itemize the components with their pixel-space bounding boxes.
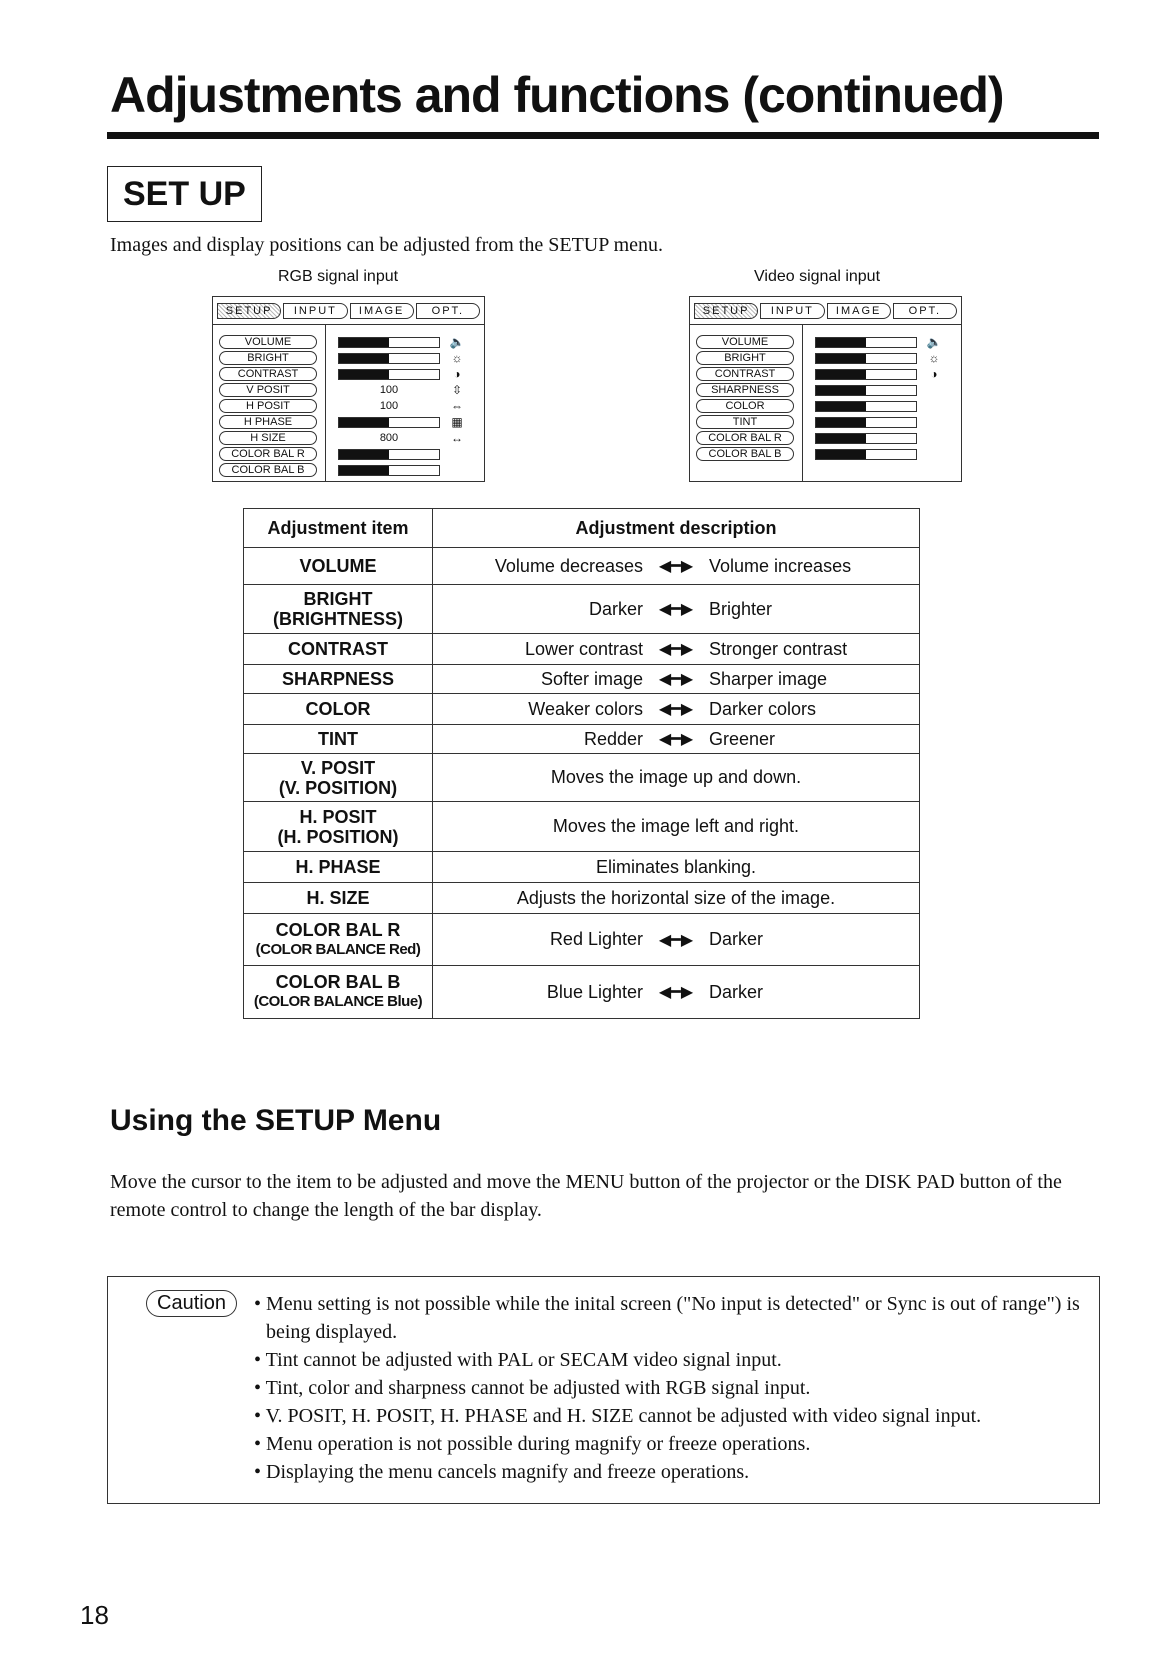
level-bar — [815, 351, 940, 365]
double-arrow-icon: ◀━▶ — [658, 984, 694, 1001]
caution-item: • Tint, color and sharpness cannot be adjusted with RGB signal input. — [250, 1374, 1090, 1402]
speaker-icon: 🔈 — [449, 335, 465, 349]
value-readout — [338, 431, 463, 445]
usage-heading: Using the SETUP Menu — [110, 1104, 442, 1137]
range-high-text: Darker colors — [709, 698, 817, 719]
level-bar-track — [815, 385, 917, 396]
column-header-item: Adjustment item — [244, 509, 433, 548]
video-signal-label: Video signal input — [754, 268, 881, 285]
range-low-text: Darker — [588, 598, 643, 619]
level-bar — [815, 399, 917, 413]
double-arrow-icon: ◀━▶ — [658, 641, 694, 658]
adjustment-item-fullname: (BRIGHTNESS) — [273, 609, 403, 629]
level-bar — [815, 431, 917, 445]
adjustment-description: Moves the image up and down. — [550, 767, 802, 787]
menu-item[interactable]: CONTRAST — [696, 367, 794, 381]
level-bar-fill — [816, 418, 866, 427]
value-number: 100 — [379, 384, 399, 396]
level-bar-track — [815, 353, 917, 364]
v-position-icon: ⇳ — [451, 383, 463, 397]
level-bar-track — [815, 417, 917, 428]
adjustment-item-name: COLOR BAL R — [275, 919, 401, 940]
sun-icon: ☼ — [928, 351, 940, 365]
range-high-text: Sharper image — [709, 668, 828, 689]
adjustment-item-cell — [244, 634, 433, 665]
level-bar — [338, 367, 461, 381]
adjustment-item-cell — [244, 852, 433, 883]
level-bar-track — [338, 369, 440, 380]
adjustment-table — [243, 508, 920, 1019]
range-low-text: Softer image — [540, 668, 643, 689]
adjustment-item-cell — [244, 585, 433, 634]
speaker-icon: 🔈 — [926, 335, 942, 349]
table-row — [244, 802, 920, 852]
menu-item[interactable]: SHARPNESS — [696, 383, 794, 397]
table-row — [244, 725, 920, 754]
level-bar-track — [338, 465, 440, 476]
adjustment-item-cell — [244, 548, 433, 585]
level-bar-track — [338, 353, 440, 364]
range-high-text: Brighter — [709, 598, 773, 619]
range-low-text: Blue Lighter — [546, 981, 643, 1002]
title-rule — [107, 132, 1099, 139]
value-number: 100 — [379, 400, 399, 412]
level-bar — [338, 463, 440, 477]
adjustment-description-cell — [433, 665, 920, 694]
level-bar-fill — [816, 354, 866, 363]
level-bar-fill — [816, 370, 866, 379]
level-bar-fill — [339, 418, 389, 427]
menu-item[interactable]: CONTRAST — [219, 367, 317, 381]
level-bar-track — [815, 401, 917, 412]
level-bar-fill — [339, 354, 389, 363]
level-bar-fill — [816, 338, 866, 347]
menu-item[interactable]: H SIZE — [219, 431, 317, 445]
menu-item[interactable]: COLOR — [696, 399, 794, 413]
level-bar — [815, 335, 942, 349]
level-bar-track — [338, 337, 440, 348]
level-bar-fill — [339, 370, 389, 379]
table-header-row — [244, 509, 920, 548]
range-low-text: Red Lighter — [549, 929, 643, 949]
range-high-text: Darker — [709, 981, 764, 1002]
menu-item[interactable]: VOLUME — [696, 335, 794, 349]
menu-item[interactable]: VOLUME — [219, 335, 317, 349]
adjustment-item-fullname: (V. POSITION) — [278, 777, 398, 798]
adjustment-item-name: COLOR BAL B — [275, 972, 401, 992]
menu-item[interactable]: TINT — [696, 415, 794, 429]
adjustment-item-cell — [244, 914, 433, 966]
table-row — [244, 883, 920, 914]
adjustment-description-cell — [433, 694, 920, 725]
adjustment-item-cell — [244, 883, 433, 914]
level-bar — [338, 351, 463, 365]
range-high-text: Stronger contrast — [709, 638, 848, 659]
contrast-icon: ◑ — [453, 367, 461, 381]
h-position-icon: ⇔ — [451, 399, 463, 413]
range-low-text: Weaker colors — [528, 698, 643, 719]
section-heading-box: SET UP — [107, 166, 262, 222]
adjustment-description-cell — [433, 966, 920, 1019]
range-low-text: Lower contrast — [524, 638, 643, 659]
double-arrow-icon: ◀━▶ — [658, 731, 694, 748]
menu-item[interactable]: H POSIT — [219, 399, 317, 413]
menu-items — [219, 335, 317, 479]
adjustment-description-cell — [433, 914, 920, 966]
adjustment-item-name: SHARPNESS — [281, 669, 395, 689]
menu-items — [696, 335, 794, 463]
menu-tab[interactable]: SETUP — [217, 303, 281, 319]
range-high-text: Darker — [709, 929, 764, 949]
adjustment-range — [433, 669, 919, 690]
adjustment-item-name: H. SIZE — [306, 888, 370, 908]
adjustment-description-cell — [433, 883, 920, 914]
adjustment-description-cell — [433, 802, 920, 852]
level-bar — [815, 383, 917, 397]
menu-tab[interactable]: IMAGE — [350, 303, 414, 319]
contrast-icon: ◑ — [930, 367, 938, 381]
adjustment-item-name: COLOR — [305, 699, 371, 719]
rgb-signal-label: RGB signal input — [278, 268, 399, 285]
adjustment-description-cell — [433, 852, 920, 883]
value-readout — [338, 399, 463, 413]
adjustment-range — [433, 982, 919, 1003]
level-bar-fill — [816, 386, 866, 395]
h-size-icon: ↔ — [451, 431, 463, 445]
table-row — [244, 548, 920, 585]
value-number: 800 — [379, 432, 399, 444]
adjustment-range — [433, 556, 919, 577]
level-bar-fill — [339, 466, 389, 475]
level-bar-fill — [816, 450, 866, 459]
table-row — [244, 585, 920, 634]
level-bar-track — [815, 433, 917, 444]
column-header-description: Adjustment description — [433, 509, 920, 548]
caution-item: • V. POSIT, H. POSIT, H. PHASE and H. SIZE cannot be adjusted with video signal input. — [250, 1402, 1090, 1430]
adjustment-item-cell — [244, 694, 433, 725]
level-bar — [815, 367, 938, 381]
menu-item[interactable]: COLOR BAL R — [219, 447, 317, 461]
menu-tab[interactable]: INPUT — [760, 303, 824, 319]
intro-text: Images and display positions can be adjusted from the SETUP menu. — [110, 234, 664, 256]
adjustment-item-fullname: (H. POSITION) — [277, 826, 399, 847]
adjustment-item-cell — [244, 966, 433, 1019]
range-low-text: Redder — [583, 728, 643, 749]
menu-tabs — [694, 303, 957, 319]
level-bar — [338, 335, 465, 349]
adjustment-range — [433, 729, 919, 750]
adjustment-item-cell — [244, 802, 433, 852]
menu-tab[interactable]: SETUP — [694, 303, 758, 319]
adjustment-item-cell — [244, 665, 433, 694]
menu-item[interactable]: COLOR BAL B — [696, 447, 794, 461]
adjustment-range — [433, 929, 919, 950]
menu-tab[interactable]: IMAGE — [827, 303, 891, 319]
double-arrow-icon: ◀━▶ — [658, 931, 694, 949]
double-arrow-icon: ◀━▶ — [658, 558, 694, 575]
adjustment-description-cell — [433, 725, 920, 754]
level-bar-fill — [816, 402, 866, 411]
adjustment-item-fullname: (COLOR BALANCE Red) — [255, 940, 421, 958]
adjustment-item-name: CONTRAST — [288, 639, 388, 659]
adjustment-description-cell — [433, 754, 920, 802]
level-bar-fill — [339, 338, 389, 347]
caution-item: • Menu setting is not possible while the inital screen ("No input is detected" or Sync is out of range") is being displayed. — [250, 1290, 1090, 1346]
adjustment-description-cell — [433, 548, 920, 585]
level-bar-track — [338, 417, 440, 428]
adjustment-description: Adjusts the horizontal size of the image. — [516, 887, 836, 908]
menu-item[interactable]: BRIGHT — [219, 351, 317, 365]
level-bar-track — [815, 369, 917, 380]
adjustment-range — [433, 599, 919, 620]
table-row — [244, 665, 920, 694]
adjustment-item-name: H. POSIT — [299, 806, 377, 827]
double-arrow-icon: ◀━▶ — [658, 671, 694, 688]
menu-values — [802, 324, 953, 481]
table-row — [244, 914, 920, 966]
sun-icon: ☼ — [451, 351, 463, 365]
adjustment-item-name: H. PHASE — [295, 857, 381, 877]
adjustment-item-cell — [244, 725, 433, 754]
page-title: Adjustments and functions (continued) — [110, 67, 1004, 123]
caution-item: • Tint cannot be adjusted with PAL or SECAM video signal input. — [250, 1346, 1090, 1374]
adjustment-description: Eliminates blanking. — [595, 856, 757, 877]
range-high-text: Greener — [709, 728, 776, 749]
adjustment-item-name: V. POSIT — [300, 757, 376, 778]
value-readout — [338, 383, 463, 397]
menu-item[interactable]: COLOR BAL R — [696, 431, 794, 445]
caution-label: Caution — [146, 1290, 237, 1317]
level-bar — [815, 415, 917, 429]
menu-item[interactable]: H PHASE — [219, 415, 317, 429]
phase-icon: ▦ — [451, 415, 463, 429]
usage-text: Move the cursor to the item to be adjusted and move the MENU button of the projector or the DISK PAD button of the remote control to change the length of the bar display. — [110, 1171, 1062, 1221]
menu-tab[interactable]: INPUT — [283, 303, 347, 319]
level-bar-track — [815, 449, 917, 460]
adjustment-description-cell — [433, 634, 920, 665]
menu-item[interactable]: BRIGHT — [696, 351, 794, 365]
level-bar — [338, 447, 440, 461]
table-row — [244, 966, 920, 1019]
range-high-text: Volume increases — [709, 555, 852, 576]
menu-values — [325, 324, 476, 481]
level-bar-track — [338, 449, 440, 460]
adjustment-item-name: BRIGHT — [303, 589, 373, 609]
menu-item[interactable]: COLOR BAL B — [219, 463, 317, 477]
video-setup-menu — [689, 296, 962, 482]
level-bar — [338, 415, 463, 429]
level-bar-fill — [339, 450, 389, 459]
adjustment-range — [433, 699, 919, 720]
adjustment-description: Moves the image left and right. — [552, 816, 800, 836]
menu-tabs — [217, 303, 480, 319]
caution-list — [250, 1290, 1090, 1486]
table-row — [244, 694, 920, 725]
menu-item[interactable]: V POSIT — [219, 383, 317, 397]
range-low-text: Volume decreases — [494, 555, 643, 576]
table-row — [244, 634, 920, 665]
adjustment-item-fullname: (COLOR BALANCE Blue) — [253, 993, 423, 1010]
menu-tab[interactable]: OPT. — [893, 303, 957, 319]
adjustment-item-name: TINT — [318, 729, 358, 749]
caution-item: • Menu operation is not possible during magnify or freeze operations. — [250, 1430, 1090, 1458]
double-arrow-icon: ◀━▶ — [658, 601, 694, 618]
table-row — [244, 852, 920, 883]
caution-item: • Displaying the menu cancels magnify and freeze operations. — [250, 1458, 1090, 1486]
level-bar-track — [815, 337, 917, 348]
rgb-setup-menu — [212, 296, 485, 482]
double-arrow-icon: ◀━▶ — [658, 701, 694, 718]
level-bar — [815, 447, 917, 461]
adjustment-item-cell — [244, 754, 433, 802]
page-number: 18 — [80, 1600, 109, 1630]
adjustment-item-name: VOLUME — [299, 556, 377, 576]
level-bar-fill — [816, 434, 866, 443]
adjustment-range — [433, 639, 919, 660]
menu-tab[interactable]: OPT. — [416, 303, 480, 319]
table-row — [244, 754, 920, 802]
adjustment-description-cell — [433, 585, 920, 634]
